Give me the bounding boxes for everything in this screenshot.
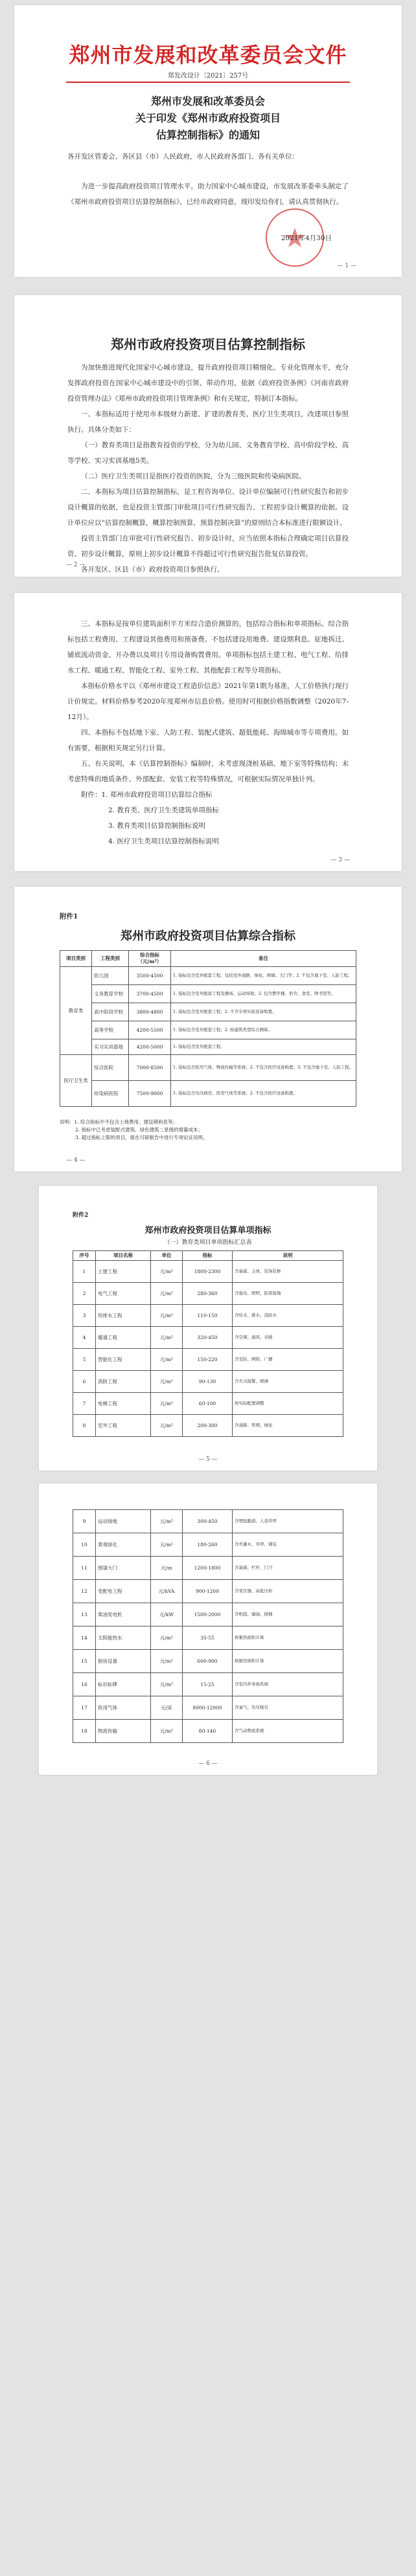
table-cell: 太阳能热水 [96, 1627, 151, 1650]
table-row [73, 1510, 343, 1533]
table-cell: 300-450 [183, 1510, 233, 1533]
paragraph: （二）医疗卫生类项目是指医疗投资的医院，分为三级医院和传染病医院。 [81, 472, 306, 480]
table-cell: 6 [73, 1371, 96, 1393]
table-cell: 8 [73, 1415, 96, 1437]
notice-title [14, 93, 402, 144]
attachment-label: 附件2 [73, 1212, 89, 1219]
attachment-list-item: 附件：1. 郑州市政府投资项目估算综合指标 [81, 791, 213, 799]
table-cell: 元/m² [151, 1393, 183, 1415]
notice-body-text: 为进一步提高政府投资项目管理水平，助力国家中心城市建设，市发展改革委牵头制定了《郑州市政府投资项目估算控制指标》，已经市政府同意，现印发给你们，请认真贯彻执行。 [67, 183, 349, 206]
table-row [60, 1081, 356, 1107]
table-row [73, 1580, 343, 1603]
table-cell: 室外工程 [96, 1415, 151, 1437]
table-cell: 含室内外导视系统 [233, 1673, 343, 1696]
table-cell: 含变压器、高低压柜 [233, 1580, 343, 1603]
table-cell: 1. 指标包含室外配套工程；2. 按建筑类型综合测算。 [171, 1021, 356, 1039]
table-cell: 元/m² [151, 1371, 183, 1393]
table-cell: 1. 指标包含室外配套工程，包括室外道路、绿化、围墙、大门等；2. 不包含地下室、人防工程。 [171, 967, 356, 985]
document-number: 郑发改设计〔2021〕257号 [167, 72, 249, 80]
page-number: — 1 — [337, 263, 356, 269]
table-cell: 含给水、排水、消防水 [233, 1305, 343, 1327]
table-row [73, 1327, 343, 1349]
paragraph: 二、本指标为项目估算控制指标，是工程咨询单位、设计单位编制可行性研究报告和初步设计概算的依据，也是投资主管部门审批项目可行性研究报告、工程初步设计概算的依据。设计单位应以“估算控制概算，概算控制预算，预算控制决算”的原则结合本标准进行限额设计。 [67, 488, 349, 527]
table-row [73, 1533, 343, 1557]
table-cell: 含基础、主体、装饰装修 [233, 1261, 343, 1283]
attachment-list-item: 3. 教育类项目估算控制指标说明 [108, 822, 205, 830]
paragraph: 投资主管部门在审批可行性研究报告、初步设计时，应当依照本指标合理确定项目估算投资、初步设计概算，原则上初步设计概算不得超过可行性研究报告批复估算投资。 [67, 535, 349, 558]
attachment-list-item: 2. 教育类、医疗卫生类建筑单项指标 [108, 806, 219, 814]
table-cell: 元/m² [151, 1283, 183, 1305]
table-cell: 14 [73, 1627, 96, 1650]
red-divider-line [66, 82, 350, 83]
page-1 [14, 5, 402, 277]
table-cell: 7000-8500 [129, 1055, 171, 1081]
table-cell: 含强电、照明、防雷接地 [233, 1283, 343, 1305]
table-cell: 元/m² [151, 1650, 183, 1673]
paragraph: 为加快推进现代化国家中心城市建设，提升政府投资项目精细化、专业化管理水平，充分发挥政府投资在国家中心城市建设中的引领、带动作用，依据《政府投资条例》《河南省政府投资管理办法》《郑州市政府投资项目管理条例》和有关规定，特制订本指标。 [67, 364, 349, 403]
paragraph: 各开发区、区县（市）政府投资项目参照执行。 [81, 566, 224, 573]
table-row [60, 967, 356, 985]
table-row [73, 1627, 343, 1650]
notice-title-line: 估算控制指标》的通知 [156, 129, 260, 141]
page-5 [39, 1186, 377, 1471]
table-cell: 元/床 [151, 1696, 183, 1720]
table-cell: 围墙大门 [96, 1557, 151, 1580]
table-cell: 元/m² [151, 1327, 183, 1349]
table-cell: 高等学校 [92, 1021, 129, 1039]
table-cell: 80-140 [183, 1720, 233, 1743]
page-number: — 6 — [198, 1760, 218, 1767]
table-row [73, 1393, 343, 1415]
table-cell: 3700-4500 [129, 985, 171, 1003]
table-cell: 智能化工程 [96, 1349, 151, 1371]
document-header-title: 郑州市发展和改革委员会文件 [69, 43, 347, 67]
table-cell: 1. 指标包含负压病房、医用气体等系统；2. 不包含医疗设备购置。 [171, 1081, 356, 1107]
table-cell: 15-25 [183, 1673, 233, 1696]
table-cell: 含塑胶跑道、人造草坪 [233, 1510, 343, 1533]
table-cell: 320-450 [183, 1327, 233, 1349]
table-cell: 1200-1800 [183, 1557, 233, 1580]
table-cell: 元/m² [151, 1510, 183, 1533]
table-cell: 暖通工程 [96, 1327, 151, 1349]
table-row [73, 1696, 343, 1720]
table-cell: 2 [73, 1283, 96, 1305]
table-cell: 物流传输 [96, 1720, 151, 1743]
table-cell: 元/m [151, 1557, 183, 1580]
table-cell: 5 [73, 1349, 96, 1371]
table-row [73, 1557, 343, 1580]
paragraph: 三、本指标是按单位建筑面积平方米综合造价测算的，包括综合指标和单项指标。综合指标包括工程费用、工程建设其他费用和预备费。不包括建设用地费、建设期利息、征地拆迁、铺底流动资金、开办费以及项目专用设备购置费用。单项指标包括土建工程、电气工程、给排水工程、暖通工程、智能化工程、室外工程、其他配套工程等分项指标。 [67, 620, 349, 674]
table-cell: 柴油发电机 [96, 1603, 151, 1627]
education-unit-index-table-continued [73, 1509, 343, 1743]
page-number: — 3 — [330, 857, 350, 863]
table-cell: 元/kVA [151, 1580, 183, 1603]
page-body [67, 360, 349, 577]
table-cell: 1. 指标包含室外配套工程及操场、运动场地；2. 包含教学楼、宿舍、食堂、图书馆等。 [171, 985, 356, 1003]
table-cell: 7 [73, 1393, 96, 1415]
table-cell: 1. 指标包含室外配套工程。 [171, 1039, 356, 1055]
table-row [73, 1673, 343, 1696]
table-cell: 医用气体 [96, 1696, 151, 1720]
table-subtitle: （一）教育类项目单项指标汇总表 [164, 1239, 252, 1246]
attachment-list-item: 4. 医疗卫生类项目估算控制指标说明 [108, 838, 219, 845]
table-cell: 110-150 [183, 1305, 233, 1327]
table-cell: 60-100 [183, 1393, 233, 1415]
table-cell: 幼儿园 [92, 967, 129, 985]
table-cell: 9 [73, 1510, 96, 1533]
table-cell: 含机组、储油、排烟 [233, 1603, 343, 1627]
table-cell: 12 [73, 1580, 96, 1603]
notice-title-line: 郑州市发展和改革委员会 [150, 95, 265, 107]
table-row [60, 1021, 356, 1039]
table-row [60, 1055, 356, 1081]
footnote: 说明：1. 综合指标中不包含土地费用、建设期利息等； [60, 1119, 178, 1125]
table-cell: 含空调、通风、采暖 [233, 1327, 343, 1349]
page-6 [39, 1483, 377, 1775]
table-cell: 3800-4800 [129, 1003, 171, 1021]
table-cell: 13 [73, 1603, 96, 1627]
table-cell: 1. 指标包含室外配套工程；2. 不含专项实验设备购置。 [171, 1003, 356, 1021]
table-row [73, 1261, 343, 1283]
table-row [73, 1650, 343, 1673]
table-cell: 消防工程 [96, 1371, 151, 1393]
table-cell: 元/m² [151, 1533, 183, 1557]
table-cell: 景观绿化 [96, 1533, 151, 1557]
table-cell: 元/m² [151, 1627, 183, 1650]
table-cell: 元/m² [151, 1305, 183, 1327]
summary-index-table [60, 950, 356, 1107]
table-cell: 3 [73, 1305, 96, 1327]
table-cell: 义务教育学校 [92, 985, 129, 1003]
table-header-cell: 说明 [233, 1251, 343, 1261]
table-cell: 280-360 [183, 1283, 233, 1305]
paragraph: 本指标价格水平以《郑州市建设工程造价信息》2021年第1期为基准，人工价格执行现行计价规定。材料价格参考2020年度郑州市信息价格。使用时可根据价格指数调整（2020年7-12月）。 [67, 682, 349, 721]
page-3 [14, 593, 402, 871]
table-header-cell: 工程类别 [92, 951, 129, 967]
table-cell: 150-220 [183, 1349, 233, 1371]
table-cell: 含火灾报警、喷淋 [233, 1371, 343, 1393]
table-cell: 变配电工程 [96, 1580, 151, 1603]
table-cell: 90-130 [183, 1371, 233, 1393]
recipients-text: 各开发区管委会、各区县（市）人民政府，市人民政府各部门、各有关单位： [67, 153, 299, 161]
table-cell: 含安防、网络、广播 [233, 1349, 343, 1371]
table-row [73, 1349, 343, 1371]
table-cell: 35-55 [183, 1627, 233, 1650]
table-cell: 电梯工程 [96, 1393, 151, 1415]
paragraph: 四、本指标不包括地下室、人防工程、装配式建筑、超低能耗、海绵城市等专项费用。如有需要，根据相关规定另行计算。 [67, 729, 349, 752]
table-cell: 高中阶段学校 [92, 1003, 129, 1021]
table-cell: 15 [73, 1650, 96, 1673]
table-cell: 16 [73, 1673, 96, 1696]
page-number: — 2 — [66, 562, 86, 568]
table-cell: 元/m² [151, 1349, 183, 1371]
table-cell-category: 教育类 [60, 967, 92, 1055]
table-cell: 1. 指标包含医用气体、物流传输等系统；2. 不包含医疗设备购置；3. 不包含地下室、人防工程。 [171, 1055, 356, 1081]
table-cell: 含道路、管网、绿化 [233, 1415, 343, 1437]
document-title: 郑州市政府投资项目估算控制指标 [111, 337, 305, 352]
paragraph: 一、本指标适用于使用市本级财力新建、扩建的教育类、医疗卫生类项目，改建项目参照执行。具体分类如下： [67, 410, 349, 434]
table-cell: 标识标牌 [96, 1673, 151, 1696]
table-cell: 1500-2000 [183, 1603, 233, 1627]
table-cell: 运动场地 [96, 1510, 151, 1533]
table-row [60, 985, 356, 1003]
table-cell: 土建工程 [96, 1261, 151, 1283]
paragraph: （一）教育类项目是指教育投资的学校，分为幼儿园、义务教育学校、高中阶段学校、高等学校、实习实训基地5类。 [67, 441, 349, 465]
page-number: — 4 — [66, 1157, 86, 1164]
table-cell: 元/m² [151, 1720, 183, 1743]
table-cell: 4200-5000 [129, 1039, 171, 1055]
table-cell: 8000-12000 [183, 1696, 233, 1720]
table-cell: 元/m² [151, 1261, 183, 1283]
table-row [73, 1283, 343, 1305]
table-header-cell: 项目名称 [96, 1251, 151, 1261]
table-cell: 180-260 [183, 1533, 233, 1557]
page-2 [14, 295, 402, 577]
table-cell: 900-1200 [183, 1580, 233, 1603]
footnote: 2. 指标中已考虑装配式建筑、绿色建筑二星级的增量成本； [75, 1127, 203, 1133]
table-header-row [73, 1251, 343, 1261]
notice-title-line: 关于印发《郑州市政府投资项目 [135, 112, 281, 124]
table-cell: 厨房设备 [96, 1650, 151, 1673]
footnote: 3. 超过指标上限的项目，需在可研报告中进行专项论证说明。 [75, 1135, 208, 1140]
table-header-cell: 项目类别 [60, 951, 92, 967]
table-cell: 含氧气、负压吸引 [233, 1696, 343, 1720]
table-cell: 传染病医院 [92, 1081, 129, 1107]
table-cell: 含基础、栏杆、门卫 [233, 1557, 343, 1580]
table-cell: 按集热面积计算 [233, 1627, 343, 1650]
notice-date: 2021年4月30日 [281, 234, 332, 242]
table-header-cell: 综合指标（元/m²） [129, 951, 171, 967]
table-footnotes [60, 1118, 356, 1142]
page-4 [14, 887, 402, 1171]
table-header-row [60, 951, 356, 967]
table-cell: 元/m² [151, 1415, 183, 1437]
table-row [73, 1603, 343, 1627]
page-number: — 5 — [198, 1456, 218, 1463]
table-cell: 4200-5500 [129, 1021, 171, 1039]
table-cell: 元/m² [151, 1673, 183, 1696]
table-cell: 11 [73, 1557, 96, 1580]
education-unit-index-table [73, 1250, 343, 1437]
table-row [73, 1720, 343, 1743]
table-cell: 1800-2300 [183, 1261, 233, 1283]
table-row [60, 1039, 356, 1055]
table-cell: 18 [73, 1720, 96, 1743]
table-cell: 4 [73, 1327, 96, 1349]
table-cell: 实习实训基地 [92, 1039, 129, 1055]
table-cell: 电气工程 [96, 1283, 151, 1305]
attachment-label: 附件1 [60, 913, 78, 920]
table-row [73, 1305, 343, 1327]
table-cell: 元/kW [151, 1603, 183, 1627]
table-row [73, 1415, 343, 1437]
table-cell: 给排水工程 [96, 1305, 151, 1327]
paragraph: 五、有关说明，本《估算控制指标》编制时，未考虑现浇桩基础、地下室等特殊结构；未考虑特殊的地质条件、外部配套、安装工程等特殊情况，可根据实际情况单独计列。 [67, 760, 349, 783]
table-header-cell: 序号 [73, 1251, 96, 1261]
table-cell: 含乔灌木、草坪、铺装 [233, 1533, 343, 1557]
table-cell: 综合医院 [92, 1055, 129, 1081]
table-cell: 10 [73, 1533, 96, 1557]
table-cell: 3500-4500 [129, 967, 171, 985]
table-row [60, 1003, 356, 1021]
table-header-cell: 备注 [171, 951, 356, 967]
table-cell: 按厨房面积计算 [233, 1650, 343, 1673]
table-cell: 7500-9000 [129, 1081, 171, 1107]
table-title: 郑州市政府投资项目估算综合指标 [121, 929, 295, 943]
table-cell: 600-900 [183, 1650, 233, 1673]
table-row [73, 1371, 343, 1393]
table-header-cell: 单位 [151, 1251, 183, 1261]
table-cell: 1 [73, 1261, 96, 1283]
table-cell: 17 [73, 1696, 96, 1720]
table-cell: 含气动物流系统 [233, 1720, 343, 1743]
table-header-cell: 指标 [183, 1251, 233, 1261]
page-body [67, 616, 349, 849]
table-cell: 200-300 [183, 1415, 233, 1437]
table-cell: 按实际配置调整 [233, 1393, 343, 1415]
table-title: 郑州市政府投资项目估算单项指标 [144, 1226, 272, 1236]
table-cell-category: 医疗卫生类 [60, 1055, 92, 1107]
